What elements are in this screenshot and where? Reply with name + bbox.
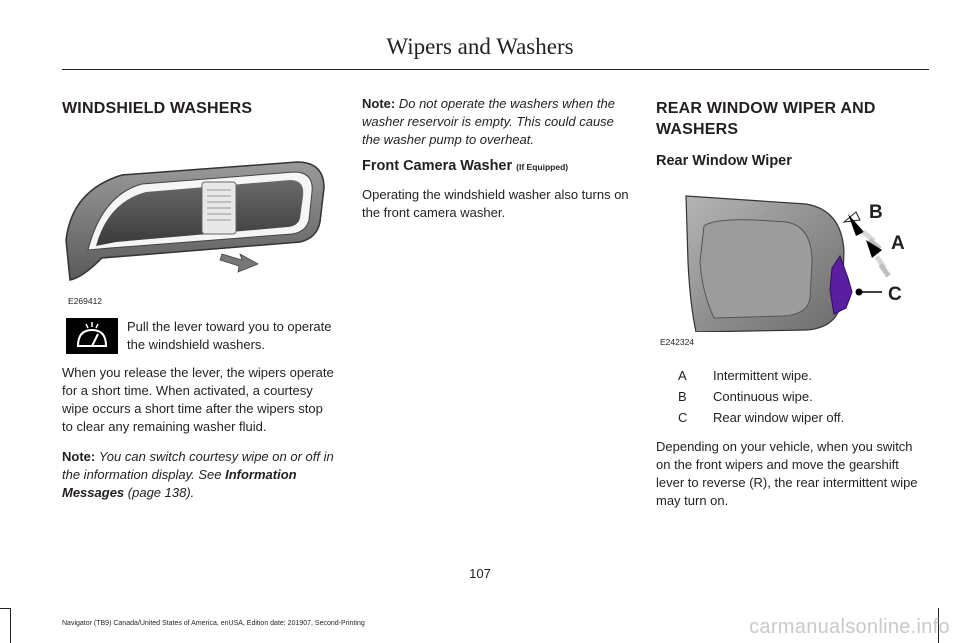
item-text: Rear window wiper off. xyxy=(713,410,845,425)
rear-wiper-heading-line1: REAR WINDOW WIPER AND xyxy=(656,100,876,117)
windshield-washers-heading: WINDSHIELD WASHERS xyxy=(62,100,253,117)
courtesy-wipe-note xyxy=(62,448,334,502)
rear-wiper-switch-illustration xyxy=(656,192,926,332)
information-messages-link[interactable]: Information Messages xyxy=(62,467,297,500)
front-camera-washer-title: Front Camera Washer xyxy=(362,158,513,174)
item-key: B xyxy=(678,389,687,404)
note-label: Note: xyxy=(362,96,396,111)
rear-intermittent-paragraph: Depending on your vehicle, when you switch on the front wipers and move the gearshift lever to reverse (R), the rear intermittent wipe may turn on. xyxy=(656,439,918,508)
item-key: A xyxy=(678,368,687,383)
front-camera-paragraph: Operating the windshield washer also turns on the front camera washer. xyxy=(362,187,629,220)
wiper-lever-illustration xyxy=(62,150,328,300)
page-number: 107 xyxy=(469,566,491,581)
page-header-title: Wipers and Washers xyxy=(386,34,574,59)
item-key: C xyxy=(678,410,688,425)
item-text: Continuous wipe. xyxy=(713,389,813,404)
callout-c: C xyxy=(888,284,902,305)
image-code-e269412: E269412 xyxy=(68,296,103,306)
rear-wiper-heading-line2: WASHERS xyxy=(656,121,739,138)
crop-mark-left-h xyxy=(0,608,10,609)
callout-b: B xyxy=(869,202,883,223)
front-camera-washer-heading xyxy=(362,158,568,174)
note-label: Note: xyxy=(62,449,96,464)
list-item-c xyxy=(678,410,928,428)
header-rule xyxy=(62,69,929,70)
list-item-a xyxy=(678,368,928,386)
pull-lever-instruction: Pull the lever toward you to operate the windshield washers. xyxy=(127,319,332,352)
callout-a: A xyxy=(891,233,905,254)
washer-reservoir-note xyxy=(362,95,634,149)
note-text: Do not operate the washers when the washer reservoir is empty. This could cause the washer pump to overheat. xyxy=(362,96,615,147)
list-item-b xyxy=(678,389,928,407)
windshield-washer-icon xyxy=(66,318,118,354)
note-page-ref: (page 138). xyxy=(127,485,195,500)
release-lever-paragraph: When you release the lever, the wipers operate for a short time. When activated, a courtesy wipe occurs a short time after the wipers stop to clear any remaining washer fluid. xyxy=(62,365,334,434)
rear-window-wiper-subheading: Rear Window Wiper xyxy=(656,153,792,169)
item-text: Intermittent wipe. xyxy=(713,368,812,383)
edition-footer: Navigator (TB9) Canada/United States of America, enUSA, Edition date: 201907, Second-Printing xyxy=(62,620,365,627)
watermark: carmanualsonline.info xyxy=(749,616,950,638)
image-code-e242324: E242324 xyxy=(660,337,695,347)
note-text: You can switch courtesy wipe on or off in the information display. See xyxy=(62,449,334,482)
if-equipped-qualifier: (If Equipped) xyxy=(516,162,569,172)
crop-mark-left xyxy=(10,608,11,643)
